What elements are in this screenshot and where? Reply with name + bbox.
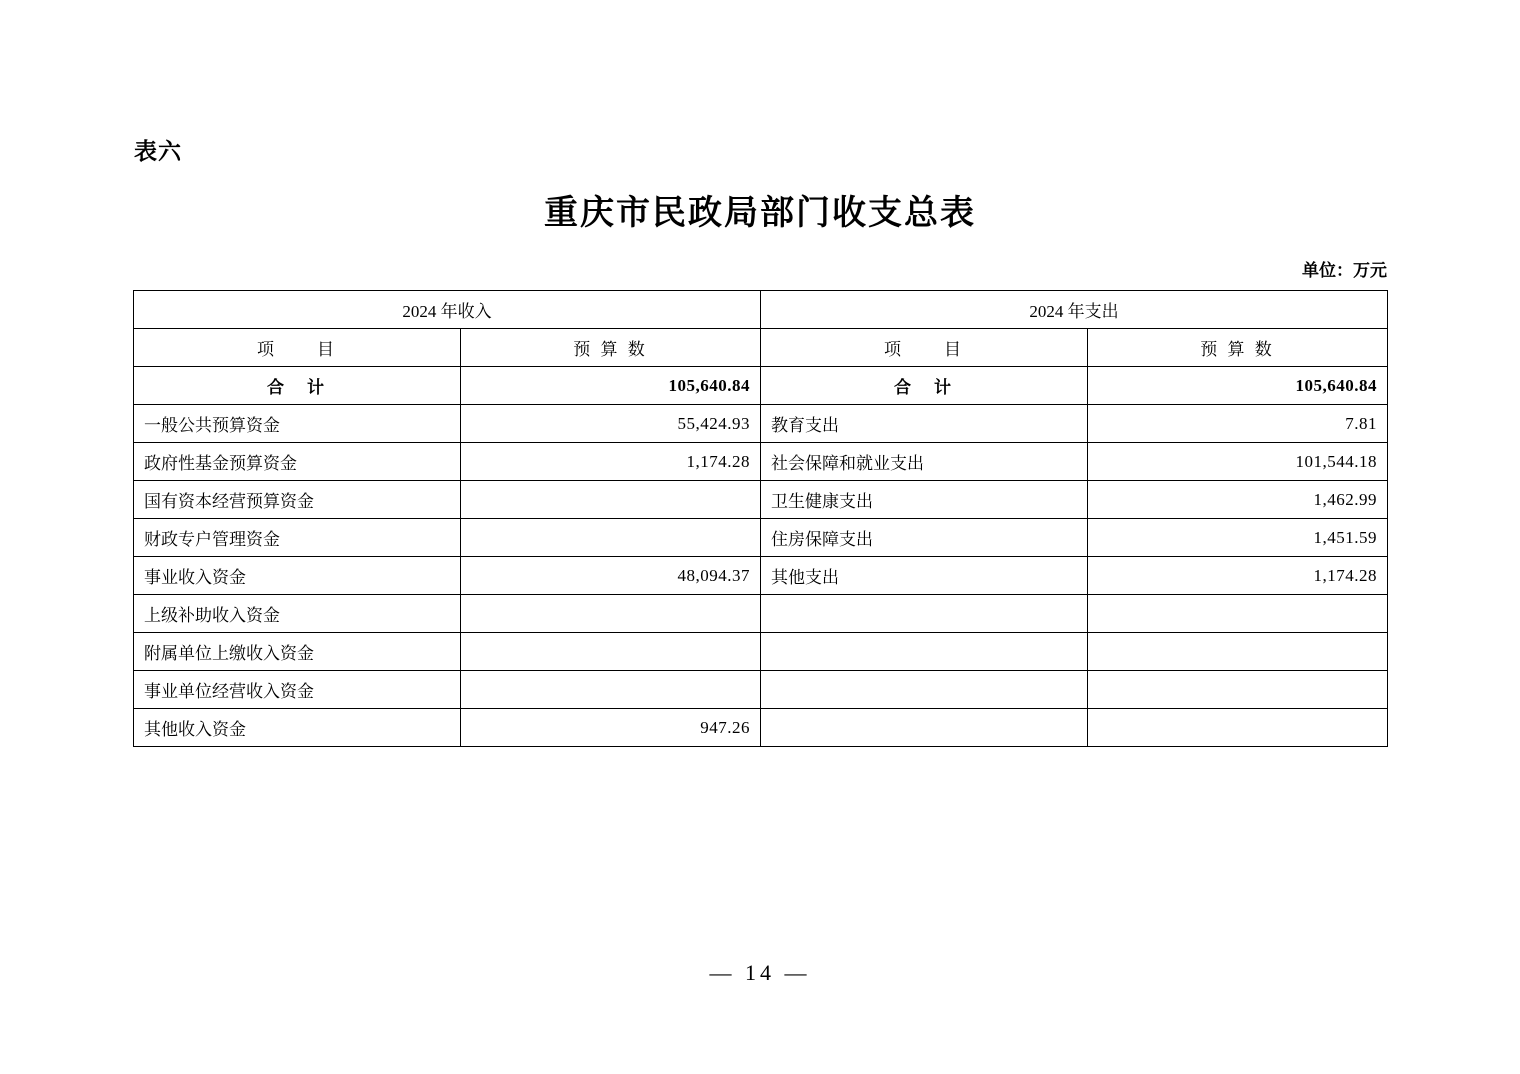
expenditure-item-amount: 1,174.28 (1088, 557, 1388, 595)
income-item-label: 一般公共预算资金 (134, 405, 461, 443)
table-row (134, 595, 1388, 633)
income-item-amount (461, 671, 761, 709)
column-header-expenditure-amount: 预 算 数 (1088, 329, 1388, 367)
group-header-income: 2024 年收入 (134, 291, 761, 329)
income-item-label: 事业收入资金 (134, 557, 461, 595)
expenditure-item-amount: 1,451.59 (1088, 519, 1388, 557)
expenditure-item-label: 其他支出 (761, 557, 1088, 595)
table-row (134, 443, 1388, 481)
table-row (134, 519, 1388, 557)
income-item-label: 附属单位上缴收入资金 (134, 633, 461, 671)
table-row (134, 709, 1388, 747)
table-row (134, 671, 1388, 709)
expenditure-item-label (761, 633, 1088, 671)
expenditure-item-label: 卫生健康支出 (761, 481, 1088, 519)
table-group-header-row (134, 291, 1388, 329)
income-item-label: 国有资本经营预算资金 (134, 481, 461, 519)
group-header-expenditure: 2024 年支出 (761, 291, 1388, 329)
expenditure-item-amount: 1,462.99 (1088, 481, 1388, 519)
income-item-amount (461, 519, 761, 557)
total-income-label: 合 计 (134, 367, 461, 405)
expenditure-item-label: 社会保障和就业支出 (761, 443, 1088, 481)
expenditure-item-amount (1088, 671, 1388, 709)
expenditure-item-amount: 7.81 (1088, 405, 1388, 443)
income-item-amount: 1,174.28 (461, 443, 761, 481)
expenditure-item-amount (1088, 595, 1388, 633)
table-total-row (134, 367, 1388, 405)
expenditure-item-amount (1088, 633, 1388, 671)
budget-summary-table (133, 290, 1388, 747)
income-item-label: 事业单位经营收入资金 (134, 671, 461, 709)
column-header-income-item: 项 目 (134, 329, 461, 367)
expenditure-item-label: 住房保障支出 (761, 519, 1088, 557)
page-number: — 14 — (709, 960, 811, 985)
expenditure-item-amount: 101,544.18 (1088, 443, 1388, 481)
income-item-amount: 947.26 (461, 709, 761, 747)
table-row (134, 481, 1388, 519)
total-expenditure-amount: 105,640.84 (1088, 367, 1388, 405)
column-header-income-amount: 预 算 数 (461, 329, 761, 367)
table-column-header-row (134, 329, 1388, 367)
income-item-amount (461, 595, 761, 633)
table-row (134, 633, 1388, 671)
unit-note: 单位：万元 (1302, 261, 1387, 280)
income-item-amount: 48,094.37 (461, 557, 761, 595)
expenditure-item-label (761, 595, 1088, 633)
expenditure-item-label (761, 671, 1088, 709)
page-title: 重庆市民政局部门收支总表 (544, 195, 976, 232)
table-row (134, 557, 1388, 595)
total-expenditure-label: 合 计 (761, 367, 1088, 405)
expenditure-item-amount (1088, 709, 1388, 747)
income-item-label: 上级补助收入资金 (134, 595, 461, 633)
total-income-amount: 105,640.84 (461, 367, 761, 405)
income-item-label: 其他收入资金 (134, 709, 461, 747)
expenditure-item-label (761, 709, 1088, 747)
income-item-label: 财政专户管理资金 (134, 519, 461, 557)
income-item-label: 政府性基金预算资金 (134, 443, 461, 481)
income-item-amount (461, 633, 761, 671)
income-item-amount (461, 481, 761, 519)
income-item-amount: 55,424.93 (461, 405, 761, 443)
table-label: 表六 (134, 139, 182, 164)
column-header-expenditure-item: 项 目 (761, 329, 1088, 367)
expenditure-item-label: 教育支出 (761, 405, 1088, 443)
table-row (134, 405, 1388, 443)
